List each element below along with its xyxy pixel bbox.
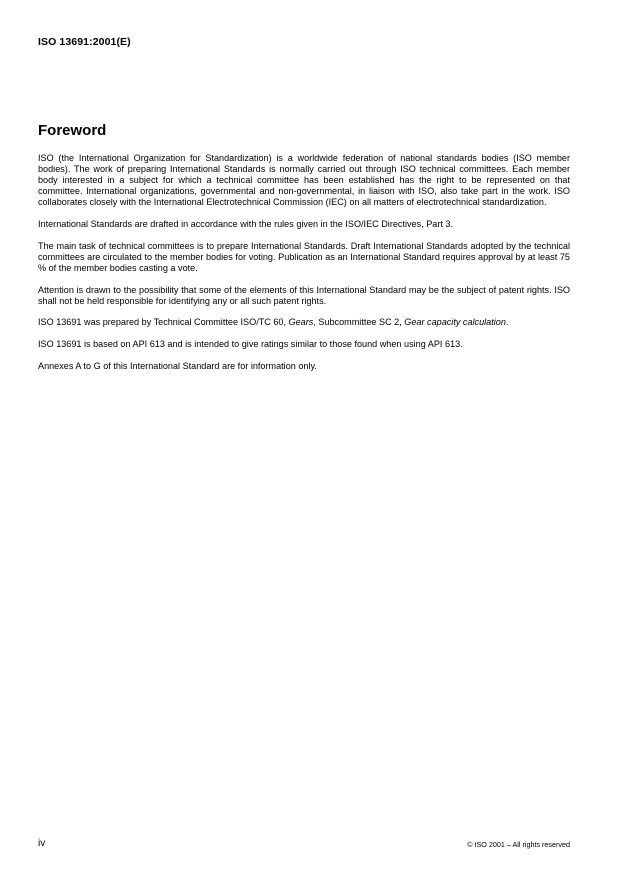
paragraph-prepared-by [38, 317, 570, 328]
copyright-notice: © ISO 2001 – All rights reserved [467, 840, 570, 849]
paragraph-technical-committees: The main task of technical committees is to prepare International Standards. Draft International Standards adopted by the technical committees are circulated to the member bodies for voting. Publication as an International Standard requires approval by at least 75 % of the member bodies casting a vote. [38, 240, 570, 273]
prepared-by-text-3: . [505, 317, 509, 328]
prepared-by-gears: Gears [288, 317, 314, 328]
page-number: iv [38, 838, 46, 849]
page-title: Foreword [38, 122, 107, 139]
paragraph-directives: International Standards are drafted in accordance with the rules given in the ISO/IEC Directives, Part 3. [38, 219, 453, 230]
prepared-by-subcommittee-title: Gear capacity calculation [404, 317, 506, 328]
paragraph-patent-rights: Attention is drawn to the possibility that some of the elements of this International Standard may be the subject of patent rights. ISO shall not be held responsible for identifying any or all such patent rights. [38, 284, 570, 306]
foreword-body [38, 153, 570, 382]
prepared-by-text-1: ISO 13691 was prepared by Technical Committee ISO/TC 60, [38, 317, 289, 328]
paragraph-api-613: ISO 13691 is based on API 613 and is intended to give ratings similar to those found when using API 613. [38, 339, 463, 350]
prepared-by-text-2: , Subcommittee SC 2, [313, 317, 405, 328]
paragraph-annexes: Annexes A to G of this International Standard are for information only. [38, 360, 317, 371]
paragraph-iso-federation: ISO (the International Organization for Standardization) is a worldwide federation of national standards bodies (ISO member bodies). The work of preparing International Standards is normally carried out through ISO technical committees. Each member body interested in a subject for which a technical committee has been established has the right to be represented on that committee. International organizations, governmental and non-governmental, in liaison with ISO, also take part in the work. ISO collaborates closely with the International Electrotechnical Commission (IEC) on all matters of electrotechnical standardization. [38, 153, 570, 208]
document-id-header: ISO 13691:2001(E) [38, 36, 131, 48]
